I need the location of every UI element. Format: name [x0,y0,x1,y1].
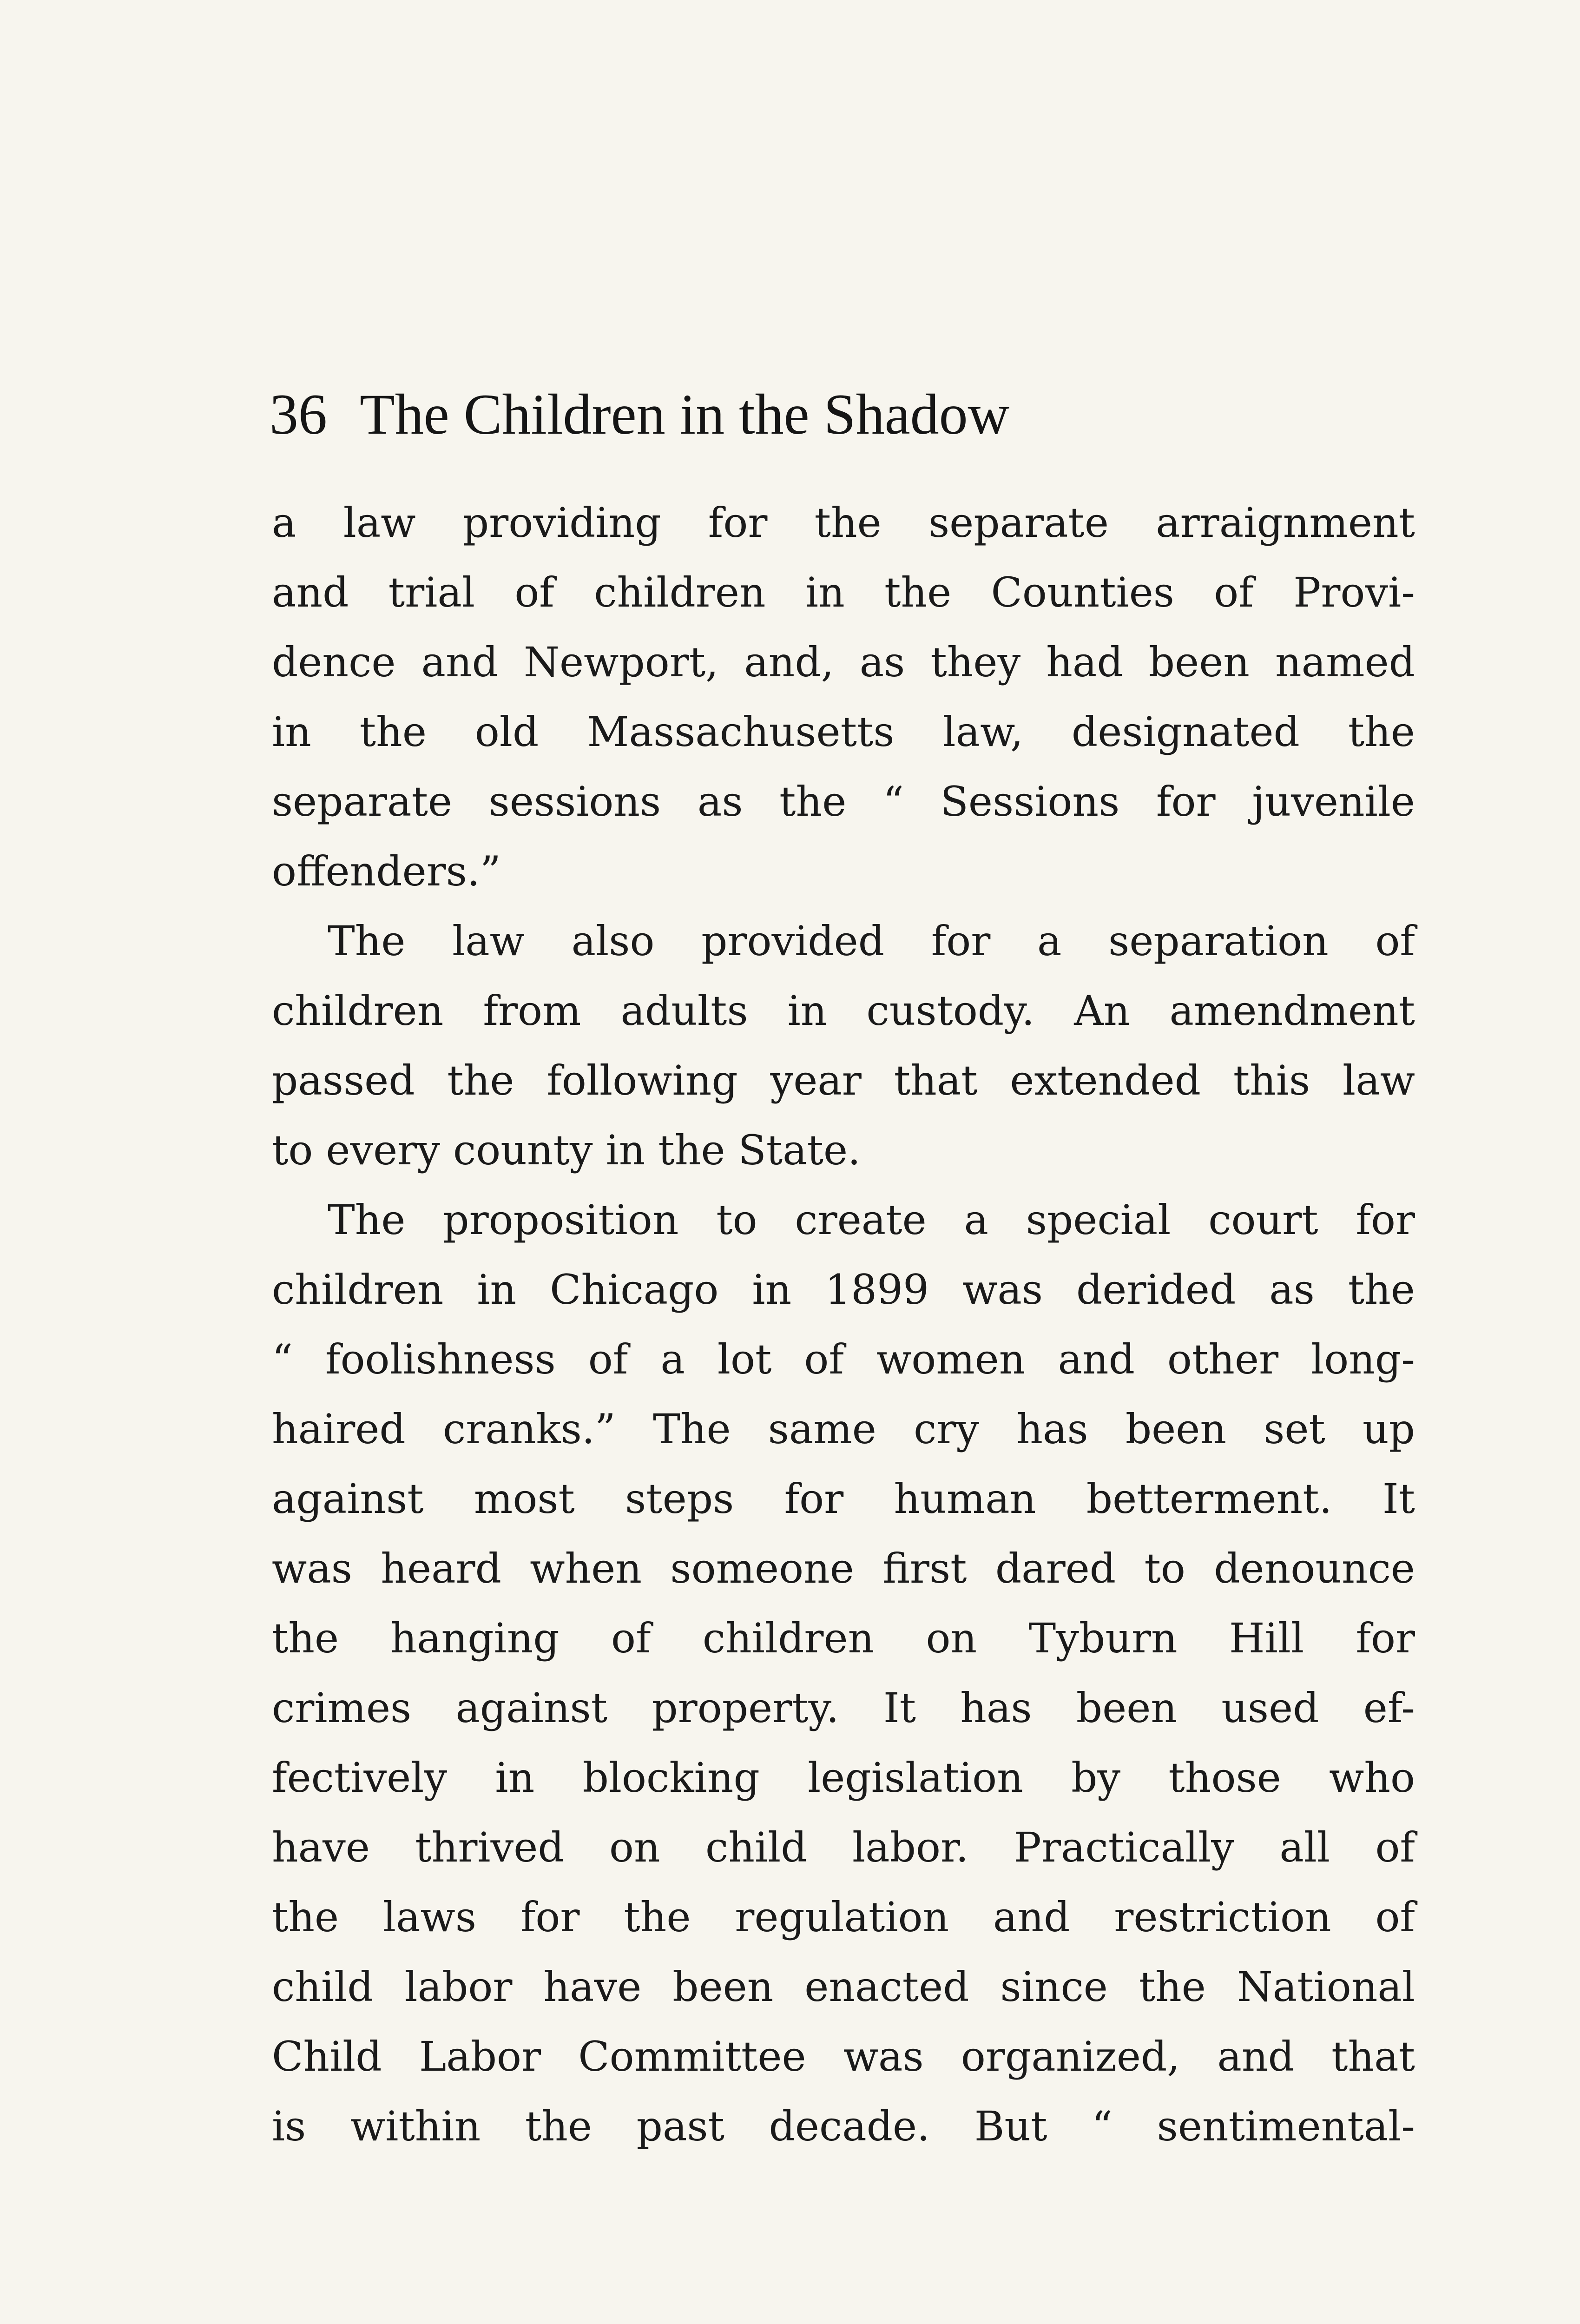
text-line: separate sessions as the “ Sessions for juvenile [272,778,1415,825]
text-line: fectively in blocking legislation by those who [272,1754,1415,1802]
text-line: haired cranks.” The same cry has been set up [272,1405,1415,1453]
text-line: is within the past decade. But “ sentimental- [272,2102,1415,2150]
paragraph-3 [272,1185,1415,2161]
running-title: The Children in the Shadow [360,383,1010,446]
page-number: 36 [270,383,327,446]
text-line: a law providing for the separate arraignment [272,499,1415,547]
text-line: to every county in the State. [272,1126,861,1174]
running-head [270,383,1422,446]
text-line: was heard when someone first dared to denounce [272,1545,1415,1592]
text-line: the hanging of children on Tyburn Hill for [272,1614,1415,1662]
text-line: against most steps for human betterment. It [272,1475,1415,1523]
text-line: crimes against property. It has been used ef- [272,1684,1415,1732]
text-line: passed the following year that extended this law [272,1056,1415,1104]
text-line: offenders.” [272,847,501,895]
text-line: children in Chicago in 1899 was derided as the [272,1266,1415,1314]
paragraph-1 [272,488,1415,906]
text-line: children from adults in custody. An amendment [272,987,1415,1035]
text-line: have thrived on child labor. Practically all of [272,1823,1415,1871]
paragraph-2 [272,906,1415,1185]
text-line: Child Labor Committee was organized, and that [272,2033,1415,2080]
text-line: and trial of children in the Counties of Provi- [272,568,1415,616]
text-line: “ foolishness of a lot of women and other long- [272,1335,1415,1383]
text-line: dence and Newport, and, as they had been named [272,638,1415,686]
text-line: in the old Massachusetts law, designated the [272,708,1415,756]
text-line: The proposition to create a special court for [328,1196,1415,1244]
body-text [272,488,1415,2161]
text-line: the laws for the regulation and restriction of [272,1893,1415,1941]
text-line: The law also provided for a separation of [328,917,1415,965]
text-line: child labor have been enacted since the National [272,1963,1415,2011]
